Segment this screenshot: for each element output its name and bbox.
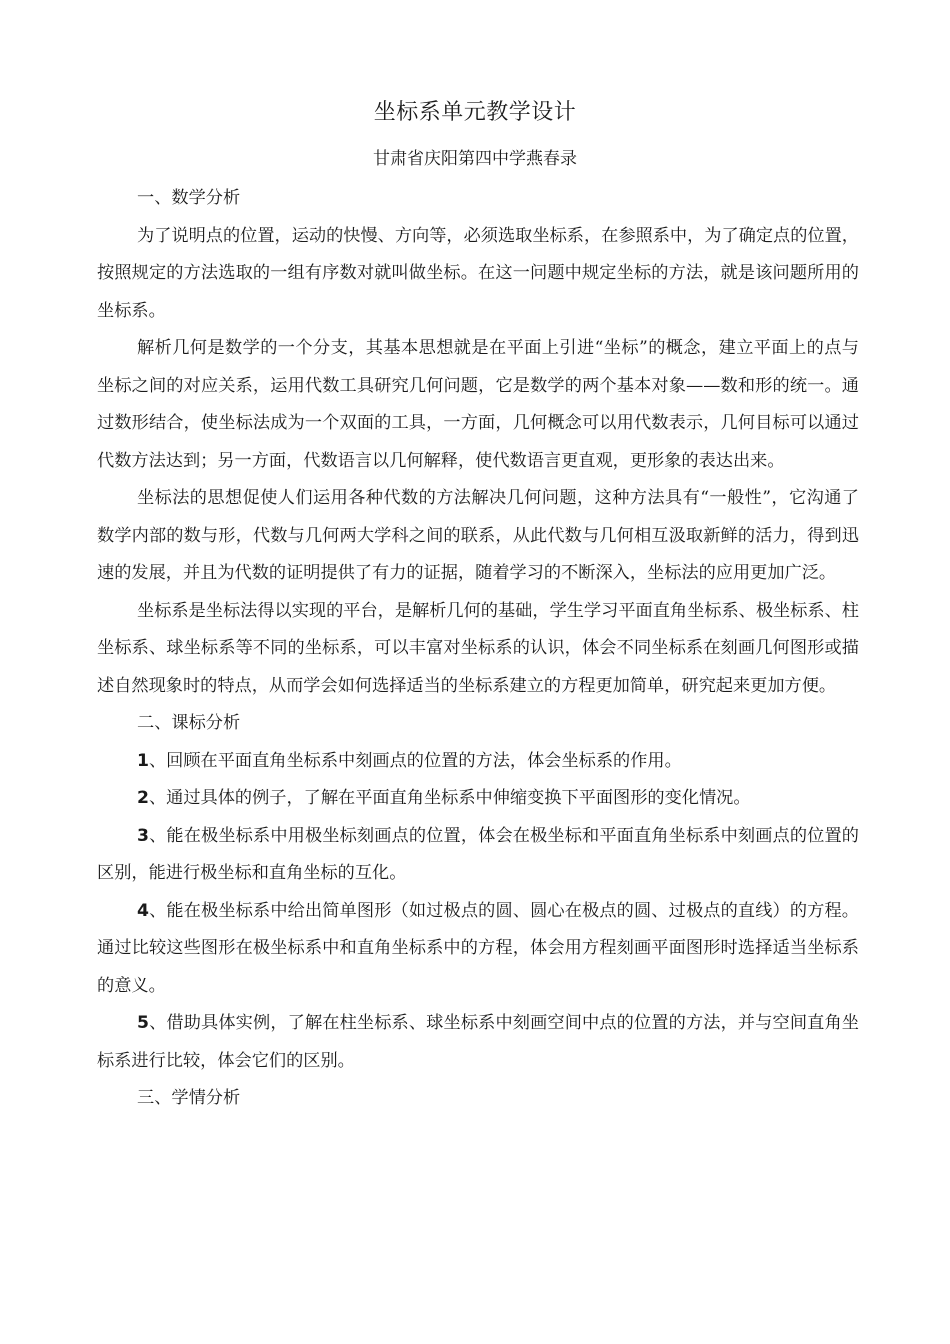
list-item <box>97 1005 859 1080</box>
section-heading-curriculum-analysis: 二、课标分析 <box>137 713 241 733</box>
paragraph: 解析几何是数学的一个分支，其基本思想就是在平面上引进“坐标”的概念，建立平面上的点与坐标之间的对应关系，运用代数工具研究几何问题，它是数学的两个基本对象——数和形的统一。通过数形结合，使坐标法成为一个双面的工具，一方面，几何概念可以用代数表示，几何目标可以通过代数方法达到；另一方面，代数语言以几何解释，使代数语言更直观，更形象的表达出来。 <box>97 338 859 471</box>
section-heading-student-analysis: 三、学情分析 <box>137 1088 241 1108</box>
list-item <box>97 818 859 893</box>
document-author: 甘肃省庆阳第四中学燕春录 <box>373 149 577 169</box>
list-item-number: 1 <box>137 750 149 771</box>
list-item <box>97 893 859 1006</box>
list-item <box>97 743 859 781</box>
list-item-text: 、借助具体实例，了解在柱坐标系、球坐标系中刻画空间中点的位置的方法，并与空间直角坐标系进行比较，体会它们的区别。 <box>97 1013 859 1071</box>
document-body <box>97 180 859 1118</box>
list-item-text: 、能在极坐标系中用极坐标刻画点的位置，体会在极坐标和平面直角坐标系中刻画点的位置的区别，能进行极坐标和直角坐标的互化。 <box>97 825 859 883</box>
list-item-text: 、回顾在平面直角坐标系中刻画点的位置的方法，体会坐标系的作用。 <box>148 750 682 771</box>
document-title: 坐标系单元教学设计 <box>373 100 577 125</box>
paragraph: 为了说明点的位置，运动的快慢、方向等，必须选取坐标系，在参照系中，为了确定点的位置，按照规定的方法选取的一组有序数对就叫做坐标。在这一问题中规定坐标的方法，就是该问题所用的坐标系。 <box>97 225 859 321</box>
list-item-number: 2 <box>137 788 149 808</box>
list-item-number: 4 <box>137 900 149 921</box>
paragraph: 坐标法的思想促使人们运用各种代数的方法解决几何问题，这种方法具有“一般性”，它沟通了数学内部的数与形，代数与几何两大学科之间的联系，从此代数与几何相互汲取新鲜的活力，得到迅速的发展，并且为代数的证明提供了有力的证据，随着学习的不断深入，坐标法的应用更加广泛。 <box>97 488 859 583</box>
list-item <box>97 780 859 818</box>
list-item-number: 3 <box>137 825 149 846</box>
list-item-number: 5 <box>137 1013 149 1033</box>
list-item-text: 、能在极坐标系中给出简单图形（如过极点的圆、圆心在极点的圆、过极点的直线）的方程。通过比较这些图形在极坐标系中和直角坐标系中的方程，体会用方程刻画平面图形时选择适当坐标系的意义。 <box>97 900 859 996</box>
section-heading-math-analysis: 一、数学分析 <box>137 188 241 208</box>
list-item-text: 、通过具体的例子，了解在平面直角坐标系中伸缩变换下平面图形的变化情况。 <box>148 788 751 808</box>
paragraph: 坐标系是坐标法得以实现的平台，是解析几何的基础，学生学习平面直角坐标系、极坐标系、柱坐标系、球坐标系等不同的坐标系，可以丰富对坐标系的认识，体会不同坐标系在刻画几何图形或描述自然现象时的特点，从而学会如何选择适当的坐标系建立的方程更加简单，研究起来更加方便。 <box>97 600 859 696</box>
